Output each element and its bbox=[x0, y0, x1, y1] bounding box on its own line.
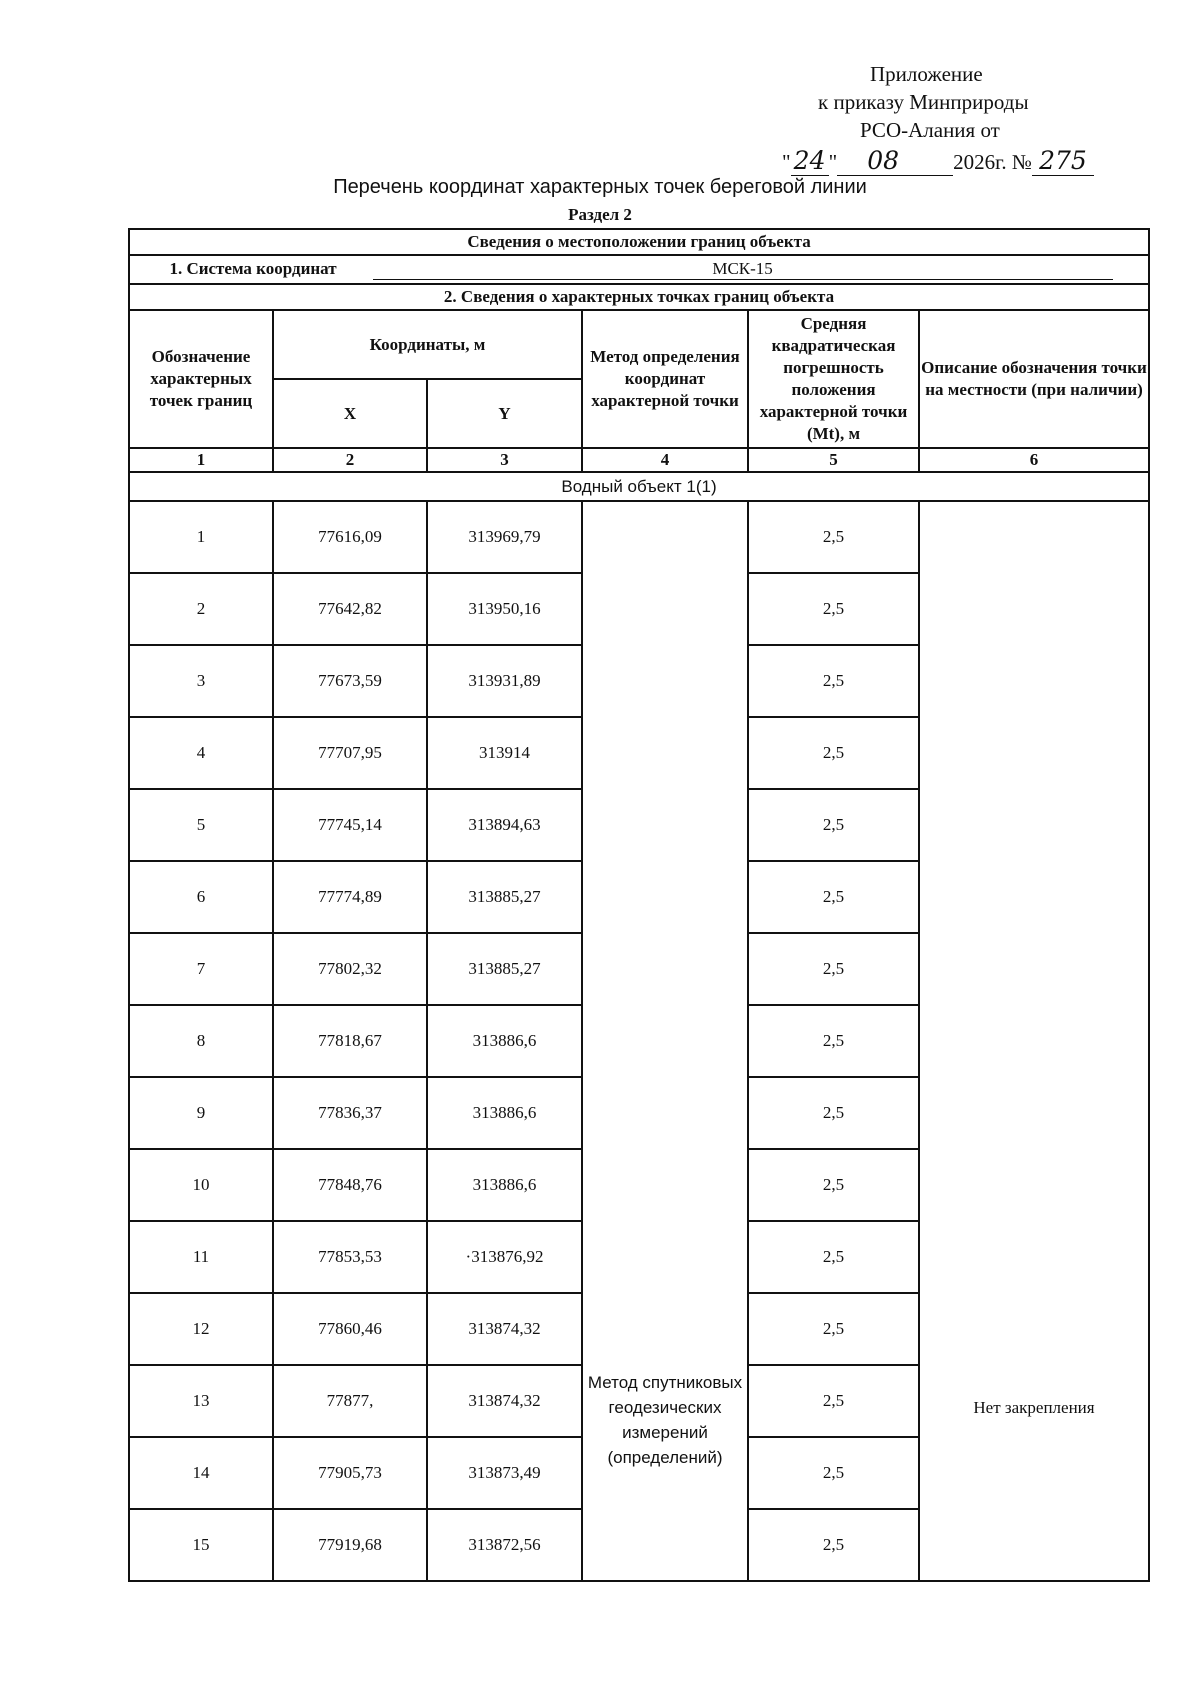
point-error: 2,5 bbox=[748, 1005, 919, 1077]
point-error: 2,5 bbox=[748, 717, 919, 789]
col-number: 1 bbox=[129, 448, 273, 472]
quote-close: " bbox=[828, 150, 838, 174]
coord-system-value: МСК-15 bbox=[373, 259, 1113, 280]
col-header-y: Y bbox=[427, 379, 582, 448]
point-number: 5 bbox=[129, 789, 273, 861]
point-y: 313886,6 bbox=[427, 1149, 582, 1221]
description-cell: Нет закрепления bbox=[919, 501, 1149, 1581]
order-month: 08 bbox=[837, 146, 929, 176]
point-number: 15 bbox=[129, 1509, 273, 1581]
point-y: 313894,63 bbox=[427, 789, 582, 861]
point-y: 313950,16 bbox=[427, 573, 582, 645]
point-x: 77853,53 bbox=[273, 1221, 427, 1293]
table-subbanner: 2. Сведения о характерных точках границ объекта bbox=[129, 284, 1149, 310]
coordinates-table bbox=[128, 228, 1150, 1582]
col-header-x: X bbox=[273, 379, 427, 448]
point-y: 313885,27 bbox=[427, 933, 582, 1005]
coord-system-row bbox=[129, 255, 1149, 284]
point-number: 7 bbox=[129, 933, 273, 1005]
document-title: Перечень координат характерных точек береговой линии bbox=[333, 176, 867, 198]
point-y: ·313876,92 bbox=[427, 1221, 582, 1293]
col-number: 6 bbox=[919, 448, 1149, 472]
point-y: 313931,89 bbox=[427, 645, 582, 717]
point-y: 313872,56 bbox=[427, 1509, 582, 1581]
point-number: 3 bbox=[129, 645, 273, 717]
table-banner-row bbox=[129, 229, 1149, 255]
point-error: 2,5 bbox=[748, 1293, 919, 1365]
point-number: 2 bbox=[129, 573, 273, 645]
appendix-line-2: к приказу Минприроды bbox=[818, 90, 1029, 114]
point-number: 13 bbox=[129, 1365, 273, 1437]
col-header-designation: Обозначение характерных точек границ bbox=[129, 310, 273, 448]
table-subbanner-row bbox=[129, 284, 1149, 310]
column-header-row bbox=[129, 310, 1149, 379]
point-error: 2,5 bbox=[748, 501, 919, 573]
point-number: 1 bbox=[129, 501, 273, 573]
table-banner: Сведения о местоположении границ объекта bbox=[129, 229, 1149, 255]
point-error: 2,5 bbox=[748, 1365, 919, 1437]
order-day: 24 bbox=[791, 146, 829, 176]
point-number: 8 bbox=[129, 1005, 273, 1077]
col-number: 4 bbox=[582, 448, 748, 472]
column-number-row bbox=[129, 448, 1149, 472]
col-number: 2 bbox=[273, 448, 427, 472]
point-error: 2,5 bbox=[748, 861, 919, 933]
point-number: 10 bbox=[129, 1149, 273, 1221]
point-y: 313874,32 bbox=[427, 1293, 582, 1365]
point-x: 77905,73 bbox=[273, 1437, 427, 1509]
point-error: 2,5 bbox=[748, 1221, 919, 1293]
point-error: 2,5 bbox=[748, 645, 919, 717]
point-x: 77877, bbox=[273, 1365, 427, 1437]
method-cell: Метод спутниковых геодезических измерений (определений) bbox=[582, 501, 748, 1581]
point-number: 9 bbox=[129, 1077, 273, 1149]
date-blank bbox=[929, 150, 953, 176]
col-header-error: Средняя квадратическая погрешность положения характерной точки (Mt), м bbox=[748, 310, 919, 448]
col-number: 3 bbox=[427, 448, 582, 472]
point-error: 2,5 bbox=[748, 573, 919, 645]
point-error: 2,5 bbox=[748, 1509, 919, 1581]
object-row bbox=[129, 472, 1149, 501]
point-error: 2,5 bbox=[748, 933, 919, 1005]
order-number: 275 bbox=[1032, 146, 1094, 176]
col-header-description: Описание обозначения точки на местности (при наличии) bbox=[919, 310, 1149, 448]
point-x: 77707,95 bbox=[273, 717, 427, 789]
object-label: Водный объект 1(1) bbox=[129, 472, 1149, 501]
point-y: 313873,49 bbox=[427, 1437, 582, 1509]
point-number: 6 bbox=[129, 861, 273, 933]
point-error: 2,5 bbox=[748, 1149, 919, 1221]
order-year-text: 2026г. № bbox=[953, 150, 1032, 174]
point-error: 2,5 bbox=[748, 1077, 919, 1149]
point-y: 313886,6 bbox=[427, 1077, 582, 1149]
coord-system-label: 1. Система координат bbox=[169, 259, 337, 278]
table-row bbox=[129, 501, 1149, 573]
appendix-line-3: РСО-Алания от bbox=[860, 118, 1000, 142]
point-number: 12 bbox=[129, 1293, 273, 1365]
quote-open: " bbox=[782, 150, 791, 174]
point-y: 313885,27 bbox=[427, 861, 582, 933]
col-number: 5 bbox=[748, 448, 919, 472]
point-number: 4 bbox=[129, 717, 273, 789]
point-y: 313874,32 bbox=[427, 1365, 582, 1437]
point-x: 77642,82 bbox=[273, 573, 427, 645]
point-y: 313914 bbox=[427, 717, 582, 789]
point-x: 77802,32 bbox=[273, 933, 427, 1005]
point-error: 2,5 bbox=[748, 789, 919, 861]
col-header-method: Метод определения координат характерной точки bbox=[582, 310, 748, 448]
point-x: 77818,67 bbox=[273, 1005, 427, 1077]
section-title: Раздел 2 bbox=[568, 205, 632, 224]
point-x: 77919,68 bbox=[273, 1509, 427, 1581]
point-x: 77774,89 bbox=[273, 861, 427, 933]
point-x: 77860,46 bbox=[273, 1293, 427, 1365]
col-header-coordinates: Координаты, м bbox=[273, 310, 582, 379]
point-x: 77673,59 bbox=[273, 645, 427, 717]
point-x: 77745,14 bbox=[273, 789, 427, 861]
point-x: 77848,76 bbox=[273, 1149, 427, 1221]
point-x: 77836,37 bbox=[273, 1077, 427, 1149]
point-y: 313886,6 bbox=[427, 1005, 582, 1077]
point-x: 77616,09 bbox=[273, 501, 427, 573]
point-error: 2,5 bbox=[748, 1437, 919, 1509]
order-date-line bbox=[782, 146, 1094, 176]
point-number: 11 bbox=[129, 1221, 273, 1293]
point-number: 14 bbox=[129, 1437, 273, 1509]
appendix-line-1: Приложение bbox=[870, 62, 983, 86]
point-y: 313969,79 bbox=[427, 501, 582, 573]
